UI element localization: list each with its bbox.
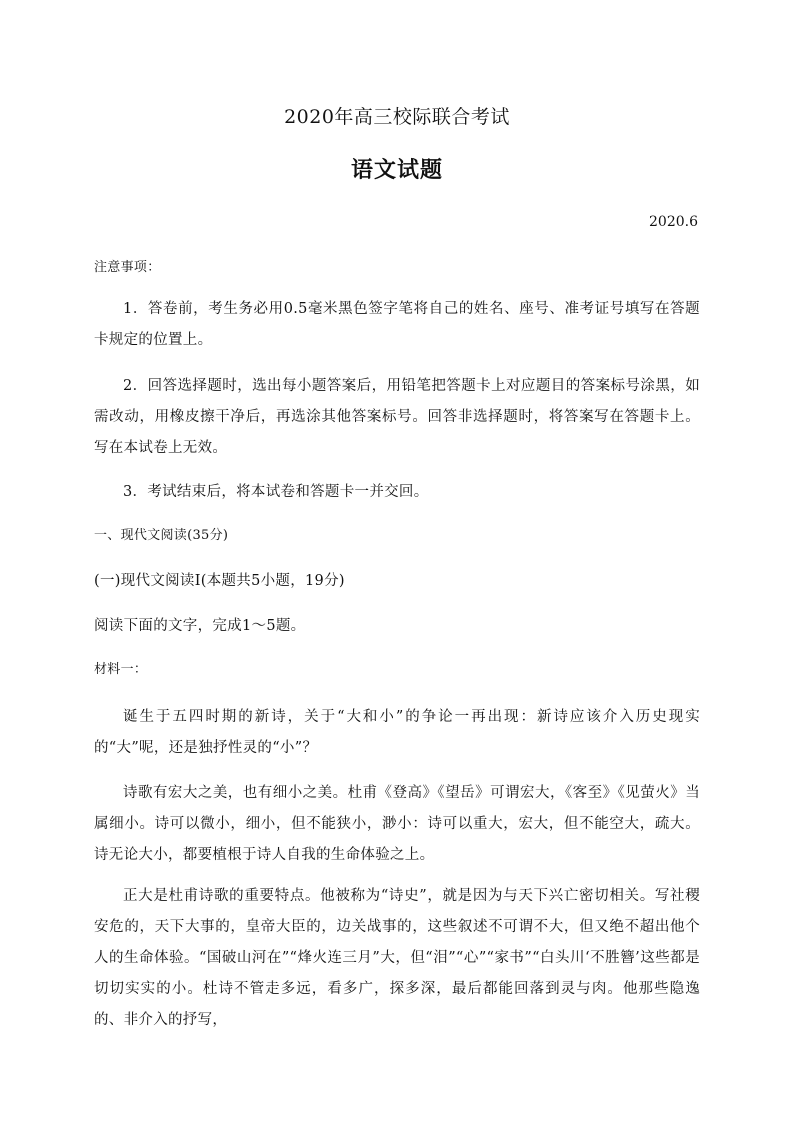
subsection-heading: (一)现代文阅读Ⅰ(本题共5小题，19分): [94, 573, 345, 589]
reading-instruction: 阅读下面的文字，完成1～5题。: [94, 618, 306, 634]
notice-item-1: 1．答卷前，考生务必用0.5毫米黑色签字笔将自己的姓名、座号、准考证号填写在答题卡规定的位置上。: [94, 301, 700, 348]
exam-title: 2020年高三校际联合考试: [284, 106, 510, 128]
notice-heading: 注意事项：: [94, 260, 161, 275]
passage-paragraph-1: 诞生于五四时期的新诗，关于“大和小”的争论一再出现：新诗应该介入历史现实的“大”呢，还是独抒性灵的“小”？: [94, 709, 700, 756]
notice-item-2: 2．回答选择题时，选出每小题答案后，用铅笔把答题卡上对应题目的答案标号涂黑，如需改动，用橡皮擦干净后，再选涂其他答案标号。回答非选择题时，将答案写在答题卡上。写在本试卷上无效。: [94, 378, 700, 456]
material-label: 材料一：: [94, 662, 148, 677]
passage-paragraph-3: 正大是杜甫诗歌的重要特点。他被称为“诗史”，就是因为与天下兴亡密切相关。写社稷安危的，天下大事的，皇帝大臣的，边关战事的，这些叙述不可谓不大，但又绝不超出他个人的生命体验。“国破山河在”“烽火连三月”大，但“泪”“心”“家书”“白头川‘不胜簪’这些都是切切实实的小。杜诗不管走多远，看多广，探多深，最后都能回落到灵与肉。他那些隐逸的、非介入的抒写，: [94, 888, 700, 1028]
passage-paragraph-2: 诗歌有宏大之美，也有细小之美。杜甫《登高》《望岳》可谓宏大，《客至》《见萤火》当属细小。诗可以微小，细小，但不能狭小，渺小：诗可以重大，宏大，但不能空大，疏大。诗无论大小，都要植根于诗人自我的生命体验之上。: [94, 785, 700, 863]
notice-item-3: 3．考试结束后，将本试卷和答题卡一并交回。: [123, 484, 429, 500]
section-heading: 一、现代文阅读(35分): [94, 528, 229, 543]
exam-date: 2020.6: [649, 214, 698, 230]
exam-subtitle: 语文试题: [350, 157, 443, 183]
